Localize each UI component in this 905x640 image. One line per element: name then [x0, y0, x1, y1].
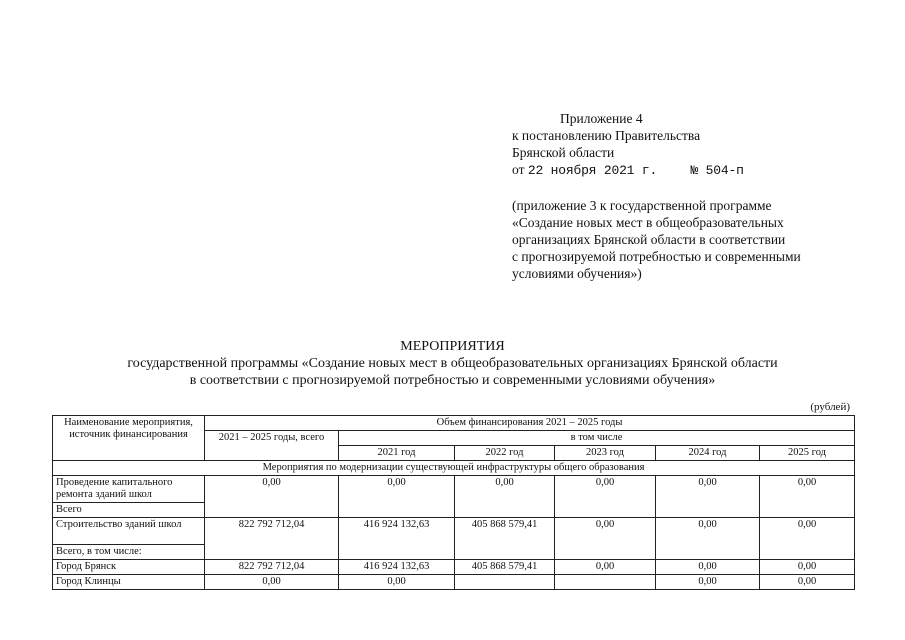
value-2023: 0,00 [555, 476, 656, 518]
note-line: организациях Брянской области в соответствии [512, 232, 786, 247]
appendix-date-line [512, 161, 801, 179]
value-2022: 0,00 [455, 476, 555, 518]
value-2023: 0,00 [555, 518, 656, 560]
row-name: Строительство зданий школ [53, 518, 205, 545]
row-subtitle: Всего [53, 503, 205, 518]
value-2022 [455, 575, 555, 590]
note-line: «Создание новых мест в общеобразовательных [512, 215, 784, 230]
header-year: 2023 год [555, 446, 656, 461]
value-2021: 416 924 132,63 [339, 560, 455, 575]
header-year: 2022 год [455, 446, 555, 461]
value-2023: 0,00 [555, 560, 656, 575]
appendix-block [512, 110, 801, 282]
table-row [53, 575, 855, 590]
value-2024: 0,00 [656, 518, 760, 560]
value-2024: 0,00 [656, 575, 760, 590]
value-2024: 0,00 [656, 476, 760, 518]
appendix-note [512, 197, 801, 282]
section-row [53, 461, 855, 476]
value-2024: 0,00 [656, 560, 760, 575]
appendix-line-3: Брянской области [512, 145, 615, 160]
note-line: условиями обучения») [512, 266, 642, 281]
value-2021: 0,00 [339, 476, 455, 518]
heading-title: МЕРОПРИЯТИЯ [400, 339, 505, 354]
units-label: (рублей) [810, 401, 850, 413]
row-name: Проведение капитального ремонта зданий школ [53, 476, 205, 503]
row-name: Город Брянск [53, 560, 205, 575]
header-incl: в том числе [339, 431, 855, 446]
value-2021: 0,00 [339, 575, 455, 590]
value-total: 822 792 712,04 [205, 560, 339, 575]
row-name: Город Клинцы [53, 575, 205, 590]
row-subtitle: Всего, в том числе: [53, 545, 205, 560]
header-year: 2024 год [656, 446, 760, 461]
header-volume: Объем финансирования 2021 – 2025 годы [205, 416, 855, 431]
value-total: 0,00 [205, 575, 339, 590]
value-2025: 0,00 [760, 518, 855, 560]
section-title: Мероприятия по модернизации существующей инфраструктуры общего образования [53, 461, 855, 476]
table-header-row [53, 416, 855, 431]
financing-table [52, 415, 855, 590]
table-row [53, 518, 855, 545]
value-total: 822 792 712,04 [205, 518, 339, 560]
header-name: Наименование мероприятия, источник финансирования [53, 416, 205, 461]
value-2022: 405 868 579,41 [455, 518, 555, 560]
value-2022: 405 868 579,41 [455, 560, 555, 575]
note-line: (приложение 3 к государственной программе [512, 198, 772, 213]
date-prefix: от [512, 162, 525, 177]
appendix-line-1: Приложение 4 [560, 111, 643, 126]
header-year: 2025 год [760, 446, 855, 461]
table-row [53, 476, 855, 503]
note-line: с прогнозируемой потребностью и современными [512, 249, 801, 264]
header-year: 2021 год [339, 446, 455, 461]
value-2021: 416 924 132,63 [339, 518, 455, 560]
value-2025: 0,00 [760, 476, 855, 518]
document-heading [0, 338, 905, 389]
value-2025: 0,00 [760, 575, 855, 590]
heading-line-2: государственной программы «Создание новых мест в общеобразовательных организациях Брянской области [127, 356, 778, 371]
value-2023 [555, 575, 656, 590]
heading-line-3: в соответствии с прогнозируемой потребностью и современными условиями обучения» [189, 373, 716, 388]
decree-number: № 504-п [690, 163, 744, 178]
header-total: 2021 – 2025 годы, всего [205, 431, 339, 461]
date-value: 22 ноября 2021 г. [527, 163, 658, 178]
value-2025: 0,00 [760, 560, 855, 575]
appendix-line-2: к постановлению Правительства [512, 128, 701, 143]
value-total: 0,00 [205, 476, 339, 518]
table-row [53, 560, 855, 575]
